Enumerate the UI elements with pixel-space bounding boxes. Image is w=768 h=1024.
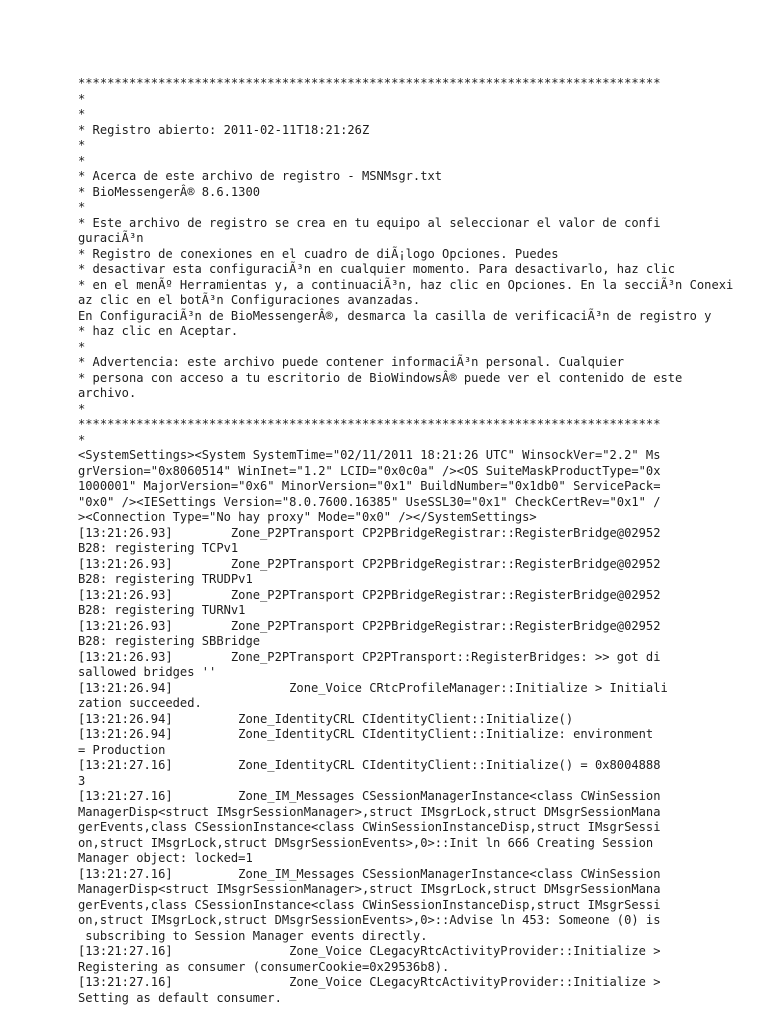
log-line: on,struct IMsgrLock,struct DMsgrSessionEvents>,0>::Advise ln 453: Someone (0) is [78, 913, 661, 927]
log-line: Registering as consumer (consumerCookie=0x29536b8). [78, 959, 450, 974]
log-line: 1000001" MajorVersion="0x6" MinorVersion="0x1" BuildNumber="0x1db0" ServicePack= [78, 479, 661, 493]
log-line: * Acerca de este archivo de registro - MSNMsgr.txt [78, 169, 443, 183]
log-line: on,struct IMsgrLock,struct DMsgrSessionEvents>,0>::Init ln 666 Creating Session [78, 835, 654, 850]
log-line: [13:21:27.16] Zone_IM_Messages CSessionManagerInstance<class CWinSession [78, 866, 661, 881]
log-line: * [78, 401, 86, 416]
log-line: <SystemSettings><System SystemTime="02/11/2011 18:21:26 UTC" WinsockVer="2.2" Ms [78, 448, 661, 462]
log-line: ******************************************************************************** [78, 417, 661, 431]
log-line: * [78, 200, 86, 214]
log-line: * [78, 107, 86, 121]
log-line: B28: registering TCPv1 [78, 541, 239, 555]
log-line: = Production [78, 742, 166, 757]
log-line: * [78, 91, 86, 106]
log-line: * desactivar esta configuraciÃ³n en cualquier momento. Para desactivarlo, haz clic [78, 262, 676, 276]
log-line: [13:21:26.94] Zone_Voice CRtcProfileManager::Initialize > Initiali [78, 680, 668, 695]
log-line: [13:21:26.93] Zone_P2PTransport CP2PBridgeRegistrar::RegisterBridge@02952 [78, 618, 661, 633]
log-line: ManagerDisp<struct IMsgrSessionManager>,struct IMsgrLock,struct DMsgrSessionMana [78, 804, 661, 819]
log-line: B28: registering TURNv1 [78, 603, 246, 617]
log-line: [13:21:26.94] Zone_IdentityCRL CIdentityClient::Initialize() [78, 711, 574, 726]
log-line: guraciÃ³n [78, 231, 144, 245]
log-line: [13:21:26.93] Zone_P2PTransport CP2PBridgeRegistrar::RegisterBridge@02952 [78, 587, 661, 602]
log-line: * haz clic en Aceptar. [78, 324, 239, 338]
log-line: * Advertencia: este archivo puede contener informaciÃ³n personal. Cualquier [78, 355, 625, 369]
log-line: [13:21:27.16] Zone_IdentityCRL CIdentityClient::Initialize() = 0x8004888 [78, 758, 661, 772]
log-line: B28: registering TRUDPv1 [78, 572, 253, 586]
log-line: gerEvents,class CSessionInstance<class CWinSessionInstanceDisp,struct IMsgrSessi [78, 820, 661, 834]
log-line: [13:21:26.93] Zone_P2PTransport CP2PBridgeRegistrar::RegisterBridge@02952 [78, 525, 661, 540]
log-line: [13:21:26.93] Zone_P2PTransport CP2PTransport::RegisterBridges: >> got di [78, 649, 661, 664]
log-line: * [78, 432, 86, 447]
log-line: B28: registering SBBridge [78, 634, 261, 648]
log-line: sallowed bridges '' [78, 665, 217, 679]
log-line: * Este archivo de registro se crea en tu equipo al seleccionar el valor de confi [78, 215, 661, 230]
log-line: Manager object: locked=1 [78, 851, 253, 865]
log-line: * [78, 138, 86, 152]
log-line: ><Connection Type="No hay proxy" Mode="0x0" /></SystemSettings> [78, 510, 537, 524]
log-line: gerEvents,class CSessionInstance<class CWinSessionInstanceDisp,struct IMsgrSessi [78, 897, 661, 912]
log-line: [13:21:26.93] Zone_P2PTransport CP2PBridgeRegistrar::RegisterBridge@02952 [78, 556, 661, 571]
log-line: 3 [78, 773, 86, 788]
log-line: En ConfiguraciÃ³n de BioMessengerÂ®, desmarca la casilla de verificaciÃ³n de registro y [78, 308, 712, 323]
log-line: * en el menÃº Herramientas y, a continuaciÃ³n, haz clic en Opciones. En la secciÃ³n Conexi [78, 277, 734, 292]
log-line: ManagerDisp<struct IMsgrSessionManager>,struct IMsgrLock,struct DMsgrSessionMana [78, 882, 661, 896]
log-line: zation succeeded. [78, 696, 202, 710]
log-line: * [78, 339, 86, 354]
log-line: [13:21:27.16] Zone_IM_Messages CSessionManagerInstance<class CWinSession [78, 789, 661, 803]
log-line: Setting as default consumer. [78, 990, 282, 1005]
log-line: [13:21:27.16] Zone_Voice CLegacyRtcActivityProvider::Initialize > [78, 975, 661, 989]
log-line: * [78, 153, 86, 168]
log-line: ******************************************************************************** [78, 76, 661, 90]
log-line: [13:21:26.94] Zone_IdentityCRL CIdentityClient::Initialize: environment [78, 727, 654, 741]
log-line: az clic en el botÃ³n Configuraciones avanzadas. [78, 293, 421, 307]
log-line: archivo. [78, 386, 137, 400]
log-line: * Registro de conexiones en el cuadro de diÃ¡logo Opciones. Puedes [78, 246, 559, 261]
log-text [78, 76, 768, 1006]
log-line: subscribing to Session Manager events directly. [78, 928, 428, 943]
log-line: [13:21:27.16] Zone_Voice CLegacyRtcActivityProvider::Initialize > [78, 944, 661, 958]
log-line: * persona con acceso a tu escritorio de BioWindowsÂ® puede ver el contenido de este [78, 370, 683, 385]
log-line: * BioMessengerÂ® 8.6.1300 [78, 184, 261, 199]
log-line: grVersion="0x8060514" WinInet="1.2" LCID="0x0c0a" /><OS SuiteMaskProductType="0x [78, 463, 661, 478]
log-line: "0x0" /><IESettings Version="8.0.7600.16385" UseSSL30="0x1" CheckCertRev="0x1" / [78, 494, 661, 509]
log-line: * Registro abierto: 2011-02-11T18:21:26Z [78, 122, 370, 137]
